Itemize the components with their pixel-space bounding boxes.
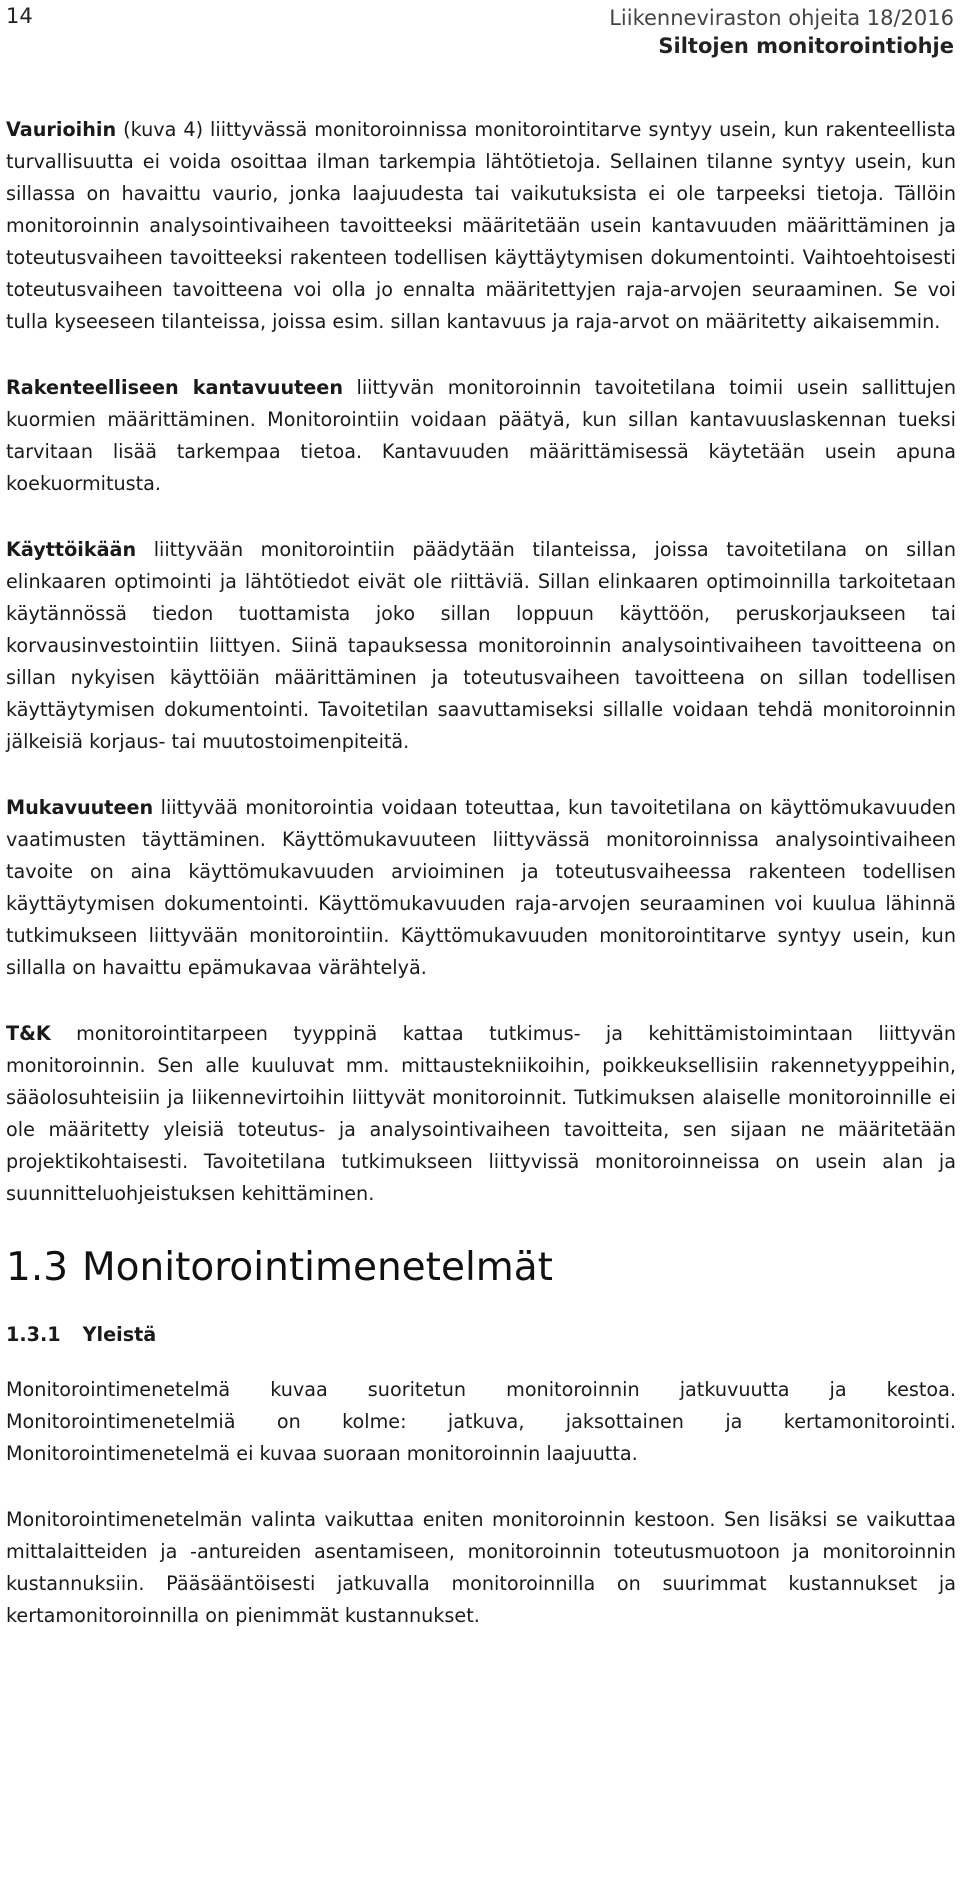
paragraph-kayttoika — [6, 534, 956, 758]
paragraph-lead: Käyttöikään — [6, 538, 137, 561]
running-header — [609, 4, 954, 60]
paragraph-text: liittyvän monitoroinnin tavoitetilana toimii usein sallittujen kuormien määrittäminen. Monitorointiin voidaan päätyä, kun sillan kantavuuslaskennan tueksi tarvitaan lisää tarkempaa tietoa. Kantavuuden määrittämisessä käytetään usein apuna koekuormitusta. — [6, 376, 956, 495]
page-header — [0, 0, 960, 80]
subsection-heading — [6, 1320, 956, 1350]
paragraph-text: liittyvään monitorointiin päädytään tilanteissa, joissa tavoitetilana on sillan elinkaaren optimointi ja lähtötiedot eivät ole riittäviä. Sillan elinkaaren optimoinnilla tarkoitetaan käytännössä tiedon tuottamista joko sillan loppuun käyttöön, peruskorjaukseen tai korvausinvestointiin liittyen. Siinä tapauksessa monitoroinnin analysointivaiheen tavoitteena on sillan nykyisen käyttöiän määrittäminen ja toteutusvaiheen tavoitteena on sillan todellisen käyttäytymisen dokumentointi. Tavoitetilan saavuttamiseksi sillalle voidaan tehdä monitoroinnin jälkeisiä korjaus- tai muutostoimenpiteitä. — [6, 538, 956, 753]
paragraph-lead: T&K — [6, 1022, 51, 1045]
paragraph-lead: Mukavuuteen — [6, 796, 154, 819]
subsection-title: Yleistä — [82, 1323, 157, 1346]
paragraph-lead: Vaurioihin — [6, 118, 117, 141]
paragraph-menetelma: Monitorointimenetelmä kuvaa suoritetun monitoroinnin jatkuvuutta ja kestoa. Monitorointimenetelmiä on kolme: jatkuva, jaksottainen ja kertamonitorointi. Monitorointimenetelmä ei kuvaa suoraan monitoroinnin laajuutta. — [6, 1378, 956, 1465]
paragraph-tk — [6, 1018, 956, 1210]
subsection-number: 1.3.1 — [6, 1323, 61, 1346]
document-title: Siltojen monitorointiohje — [658, 34, 954, 58]
section-number: 1.3 — [6, 1245, 69, 1290]
paragraph-text: (kuva 4) liittyvässä monitoroinnissa monitorointitarve syntyy usein, kun rakenteellista turvallisuutta ei voida osoittaa ilman tarkempia lähtötietoja. Sellainen tilanne syntyy usein, kun sillassa on havaittu vaurio, jonka laajuudesta tai vaikutuksista ei ole tarpeeksi tietoja. Tällöin monitoroinnin analysointivaiheen tavoitteeksi määritetään usein kantavuuden määrittäminen ja toteutusvaiheen tavoitteeksi rakenteen todellisen käyttäytymisen dokumentointi. Vaihtoehtoisesti toteutusvaiheen tavoitteena voi olla jo ennalta määritettyjen raja-arvojen seuraaminen. Se voi tulla kyseeseen tilanteissa, joissa esim. sillan kantavuus ja raja-arvot on määritetty aikaisemmin. — [6, 118, 956, 333]
paragraph-vauriot — [6, 114, 956, 338]
section-heading — [6, 1244, 956, 1292]
paragraph-mukavuus — [6, 792, 956, 984]
section-title: Monitorointimenetelmät — [82, 1245, 553, 1290]
paragraph-text: liittyvää monitorointia voidaan toteuttaa, kun tavoitetilana on käyttömukavuuden vaatimusten täyttäminen. Käyttömukavuuteen liittyvässä monitoroinnissa analysointivaiheen tavoite on aina käyttömukavuuden arvioiminen ja toteutusvaiheessa rakenteen todellisen käyttäytymisen dokumentointi. Käyttömukavuuden raja-arvojen seuraaminen voi kuulua lähinnä tutkimukseen liittyvään monitorointiin. Käyttömukavuuden monitorointitarve syntyy usein, kun sillalla on havaittu epämukavaa värähtelyä. — [6, 796, 956, 979]
body-text — [6, 114, 956, 1666]
publication-name: Liikenneviraston ohjeita 18/2016 — [609, 6, 954, 30]
paragraph-text: monitorointitarpeen tyyppinä kattaa tutkimus- ja kehittämistoimintaan liittyvän monitoroinnin. Sen alle kuuluvat mm. mittaustekniikoihin, poikkeuksellisiin rakennetyyppeihin, sääolosuhteisiin ja liikennevirtoihin liittyvät monitoroinnit. Tutkimuksen alaiselle monitoroinnille ei ole määritetty yleisiä toteutus- ja analysointivaiheen tavoitteita, sen sijaan ne määritetään projektikohtaisesti. Tavoitetilana tutkimukseen liittyvissä monitoroinneissa on usein alan ja suunnitteluohjeistuksen kehittäminen. — [6, 1022, 956, 1205]
page-number: 14 — [6, 4, 33, 28]
paragraph-kantavuus — [6, 372, 956, 500]
paragraph-valinta: Monitorointimenetelmän valinta vaikuttaa eniten monitoroinnin kestoon. Sen lisäksi se vaikuttaa mittalaitteiden ja -antureiden asentamiseen, monitoroinnin toteutusmuotoon ja monitoroinnin kustannuksiin. Pääsääntöisesti jatkuvalla monitoroinnilla on suurimmat kustannukset ja kertamonitoroinnilla on pienimmät kustannukset. — [6, 1508, 956, 1627]
paragraph-lead: Rakenteelliseen kantavuuteen — [6, 376, 343, 399]
